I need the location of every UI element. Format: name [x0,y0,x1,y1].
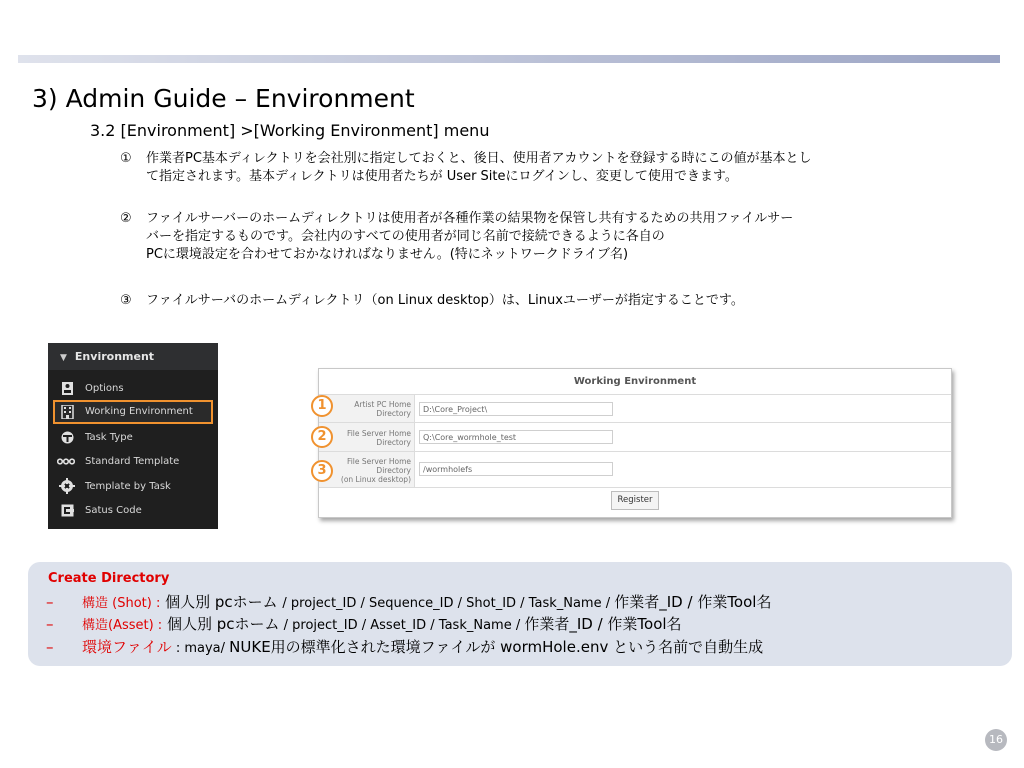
status-code-icon [61,504,74,517]
artist-pc-home-row [319,394,951,423]
field-label [319,452,415,488]
field-label-line: Directory [376,409,411,418]
create-directory-note [28,562,1012,666]
note-key: 構造 (Shot) : [82,596,161,611]
note-text: 個人別 pcホーム [162,615,280,633]
item-number: ③ [120,293,132,308]
sidebar-item-label: Satus Code [85,505,142,516]
file-server-home-row [319,422,951,452]
slide-title: 3) Admin Guide – Environment [32,84,415,113]
gear-icon [59,478,75,494]
linux-file-server-home-row [319,451,951,488]
panel-title: Working Environment [573,376,697,387]
callout-badge: 2 [311,426,333,448]
note-line [46,636,763,660]
field-label-line: File Server Home [346,428,411,438]
item-number: ① [120,151,132,166]
note-text: : maya/ [171,641,230,656]
slide-subtitle: 3.2 [Environment] >[Working Environment] menu [90,121,490,140]
working-environment-panel [318,368,952,518]
field-label [319,395,415,423]
sidebar-item-label: Options [85,383,124,394]
note-heading: Create Directory [48,571,170,586]
note-text: NUKE用の標準化された環境ファイルが wormHole.env という名前で自動生成 [229,638,764,656]
note-text: / project_ID / Sequence_ID / Shot_ID / Task_Name / [282,596,615,611]
note-dash: – [46,638,54,656]
note-text: 作業者_ID / 作業Tool名 [524,615,682,633]
building-icon [61,405,74,418]
sidebar-item-options[interactable] [53,377,213,401]
note-dash: – [46,593,54,611]
field-label [319,423,415,452]
item-number: ② [120,211,132,226]
note-text: 作業者_ID / 作業Tool名 [614,593,772,611]
sidebar-item-working-environment[interactable] [53,400,213,424]
linux-file-server-home-input[interactable]: /wormholefs [419,462,613,476]
field-label-line: Directory [376,465,411,475]
item-line: 作業者PC基本ディレクトリを会社別に指定しておくと、後日、使用者アカウントを登録する時にこの値が基本とし [146,151,812,166]
triangle-down-icon: ▼ [60,353,67,363]
register-button[interactable]: Register [611,491,659,510]
note-key: 環境ファイル [82,638,172,656]
item-line: バーを指定するものです。会社内のすべての使用者が同じ名前で接続できるように各自の [146,229,665,244]
item-line: ファイルサーバーのホームディレクトリは使用者が各種作業の結果物を保管し共有するための共用ファイルサー [146,211,794,226]
template-icon [57,455,75,468]
header-bar [18,55,1000,63]
note-line [46,591,771,615]
field-label-line: (on Linux desktop) [340,474,411,484]
note-text: / project_ID / Asset_ID / Task_Name / [279,618,525,633]
field-label-line: Directory [376,437,411,447]
options-icon [61,382,74,395]
page-number: 16 [985,729,1007,751]
sidebar-item-template-by-task[interactable] [53,475,213,499]
task-type-icon [61,431,74,444]
sidebar-item-satus-code[interactable] [53,499,213,523]
file-server-home-input[interactable]: Q:\Core_wormhole_test [419,430,613,444]
sidebar-item-label: Template by Task [85,481,171,492]
item-line: て指定されます。基本ディレクトリは使用者たちが User Siteにログインし、変更して使用できます。 [146,169,738,184]
note-line [46,613,682,637]
item-line: PCに環境設定を合わせておかなければなりません。(特にネットワークドライブ名) [146,247,629,262]
sidebar-header-label: Environment [74,350,155,363]
note-dash: – [46,615,54,633]
note-key: 構造(Asset) : [82,618,163,633]
sidebar-item-label: Standard Template [85,456,180,467]
callout-badge: 3 [311,460,333,482]
item-line: ファイルサーバのホームディレクトリ（on Linux desktop）は、Linuxユーザーが指定することです。 [146,293,744,308]
sidebar-item-label: Working Environment [85,406,193,417]
note-text: 個人別 pcホーム [160,593,283,611]
sidebar-item-label: Task Type [85,432,133,443]
field-label-line: Artist PC Home [354,400,411,409]
environment-sidebar [48,343,218,529]
artist-pc-home-input[interactable]: D:\Core_Project\ [419,402,613,416]
field-label-line: File Server Home [346,456,411,466]
sidebar-header[interactable] [48,343,218,370]
sidebar-item-standard-template[interactable] [53,450,213,474]
callout-badge: 1 [311,395,333,417]
sidebar-item-task-type[interactable] [53,426,213,450]
